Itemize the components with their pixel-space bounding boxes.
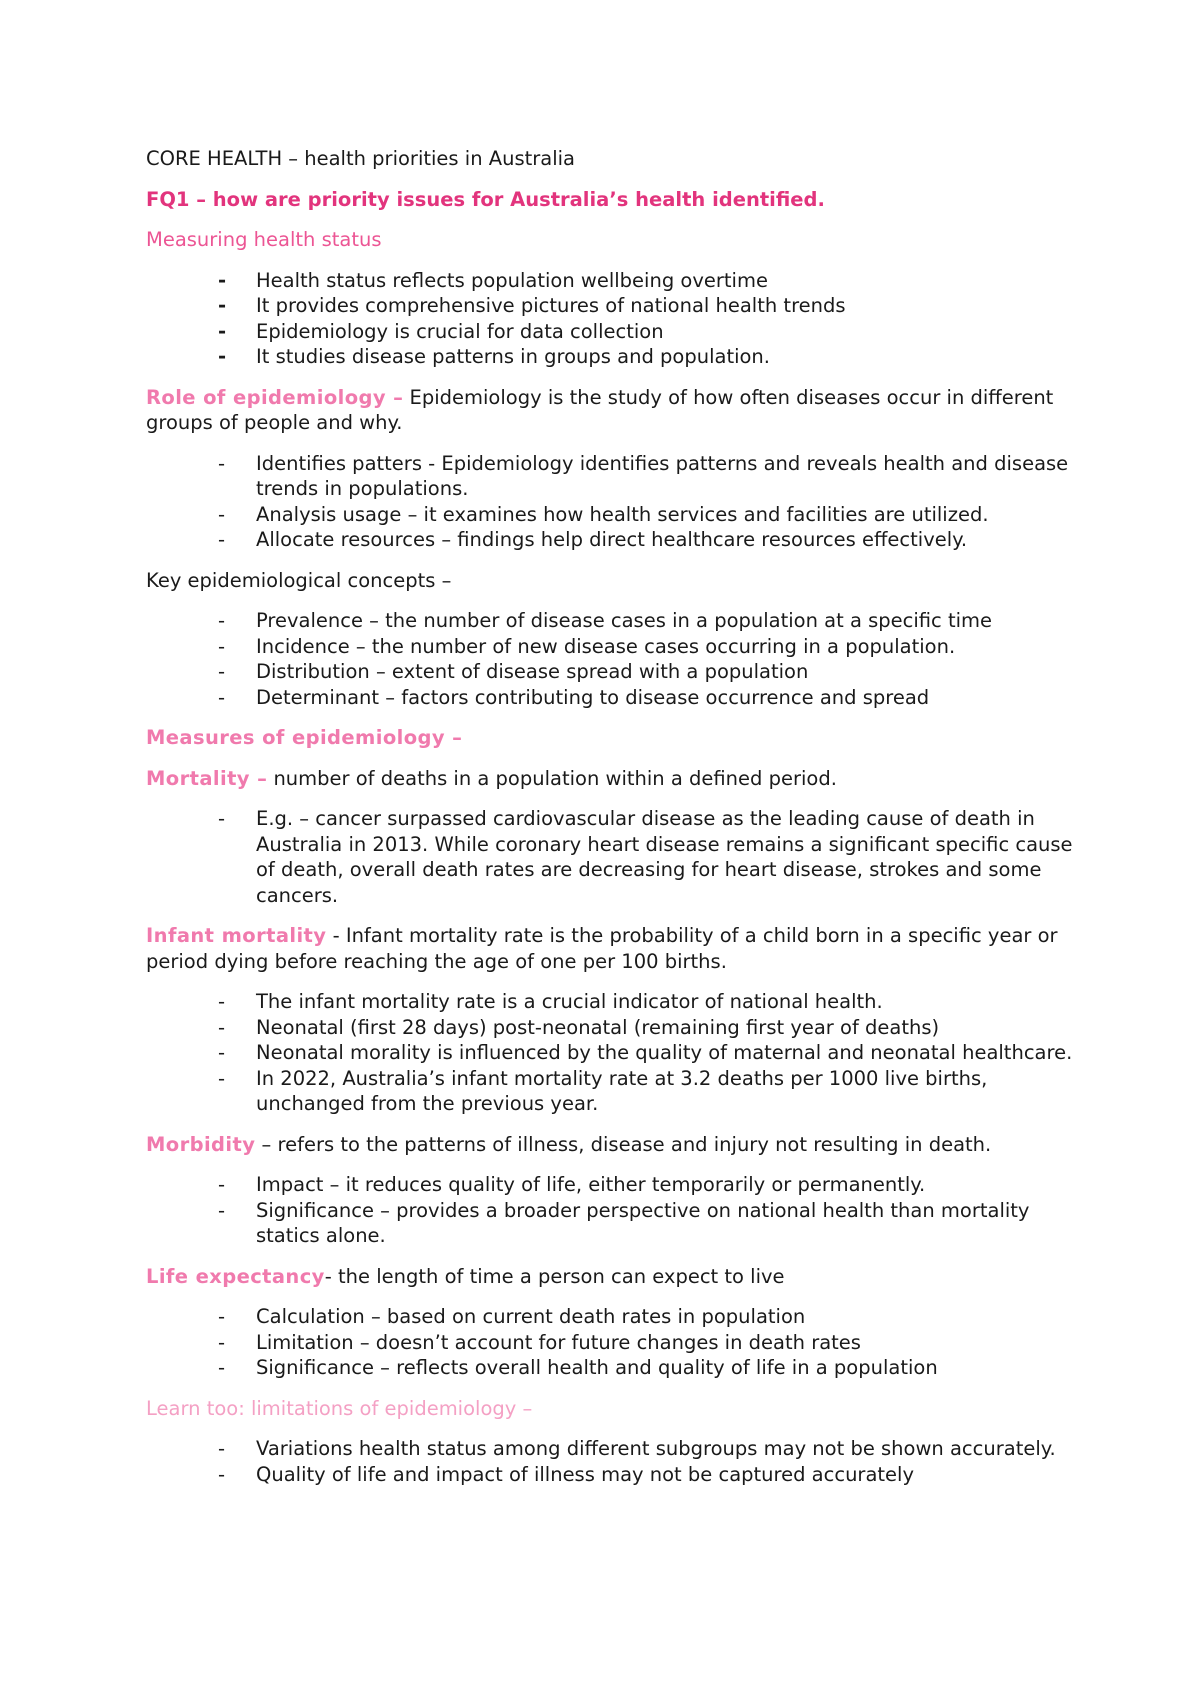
mortality-paragraph — [146, 766, 1080, 792]
life-expectancy-label: Life expectancy — [146, 1264, 325, 1288]
list-item: - Neonatal morality is influenced by the quality of maternal and neonatal healthcare. — [218, 1041, 1073, 1064]
mortality-text: number of deaths in a population within a defined period. — [267, 766, 837, 790]
infant-mortality-list — [146, 989, 1080, 1117]
focus-question-heading: FQ1 – how are priority issues for Australia’s health identified. — [146, 187, 825, 211]
role-text: Epidemiology is the study of how often diseases occur in different groups of people and why. — [146, 385, 1054, 434]
key-concepts-list — [146, 608, 1080, 710]
role-list — [146, 451, 1080, 553]
list-item: - Calculation – based on current death rates in population — [218, 1305, 806, 1328]
list-item: - Quality of life and impact of illness may not be captured accurately — [218, 1462, 915, 1486]
role-label: Role of epidemiology – — [146, 385, 404, 409]
key-concepts-heading: Key epidemiological concepts – — [146, 568, 452, 592]
infant-mortality-paragraph — [146, 923, 1080, 974]
life-expectancy-list — [146, 1304, 1080, 1381]
limitations-heading: Learn too: limitations of epidemiology – — [146, 1396, 533, 1420]
list-item: - Allocate resources – findings help direct healthcare resources effectively. — [218, 528, 968, 551]
list-item: - Impact – it reduces quality of life, either temporarily or permanently. — [218, 1173, 926, 1196]
mortality-label: Mortality – — [146, 766, 268, 790]
measures-heading: Measures of epidemiology – — [146, 726, 463, 749]
list-item: - Distribution – extent of disease spread with a population — [218, 660, 809, 683]
list-item: - Significance – reflects overall health and quality of life in a population — [218, 1356, 938, 1379]
morbidity-list — [146, 1172, 1080, 1249]
list-item: - E.g. – cancer surpassed cardiovascular disease as the leading cause of death in Australia in 2013. While coronary heart disease remains a significant specific cause of death, overall death rates are decreasing for heart disease, strokes and some cancers. — [218, 807, 1073, 907]
list-item: - Significance – provides a broader perspective on national health than mortality statics alone. — [218, 1198, 1030, 1247]
list-item: - Incidence – the number of new disease cases occurring in a population. — [218, 634, 956, 658]
list-item: - Variations health status among different subgroups may not be shown accurately. — [218, 1437, 1056, 1460]
list-item: - Limitation – doesn’t account for future changes in death rates — [218, 1330, 861, 1354]
infant-mortality-text: - Infant mortality rate is the probability of a child born in a specific year or period dying before reaching the age of one per 100 births. — [146, 924, 1058, 973]
list-item: - Health status reflects population wellbeing overtime — [218, 268, 768, 292]
list-item: - Neonatal (first 28 days) post-neonatal (remaining first year of deaths) — [218, 1015, 940, 1039]
list-item: - The infant mortality rate is a crucial indicator of national health. — [218, 990, 883, 1013]
list-item: - Determinant – factors contributing to disease occurrence and spread — [218, 685, 930, 709]
limitations-list — [146, 1436, 1080, 1487]
list-item: - Analysis usage – it examines how health services and facilities are utilized. — [218, 502, 989, 526]
doc-title: CORE HEALTH – health priorities in Australia — [146, 147, 576, 170]
list-item: - It studies disease patterns in groups and population. — [218, 345, 770, 368]
list-item: - Epidemiology is crucial for data collection — [218, 319, 664, 343]
list-item: - In 2022, Australia’s infant mortality rate at 3.2 deaths per 1000 live births, unchanged from the previous year. — [218, 1066, 988, 1115]
infant-mortality-label: Infant mortality — [146, 924, 327, 947]
life-expectancy-text: - the length of time a person can expect to live — [324, 1264, 785, 1288]
morbidity-paragraph — [146, 1132, 1080, 1158]
list-item: - It provides comprehensive pictures of national health trends — [218, 294, 846, 317]
mortality-list — [146, 806, 1080, 908]
list-item: - Prevalence – the number of disease cases in a population at a specific time — [218, 609, 993, 632]
morbidity-label: Morbidity — [146, 1132, 256, 1156]
role-of-epidemiology-paragraph — [146, 385, 1080, 436]
measuring-health-heading: Measuring health status — [146, 228, 382, 251]
morbidity-text: – refers to the patterns of illness, disease and injury not resulting in death. — [255, 1132, 992, 1156]
life-expectancy-paragraph — [146, 1264, 1080, 1290]
measuring-health-list — [146, 268, 1080, 370]
list-item: - Identifies patters - Epidemiology identifies patterns and reveals health and disease trends in populations. — [218, 451, 1069, 500]
